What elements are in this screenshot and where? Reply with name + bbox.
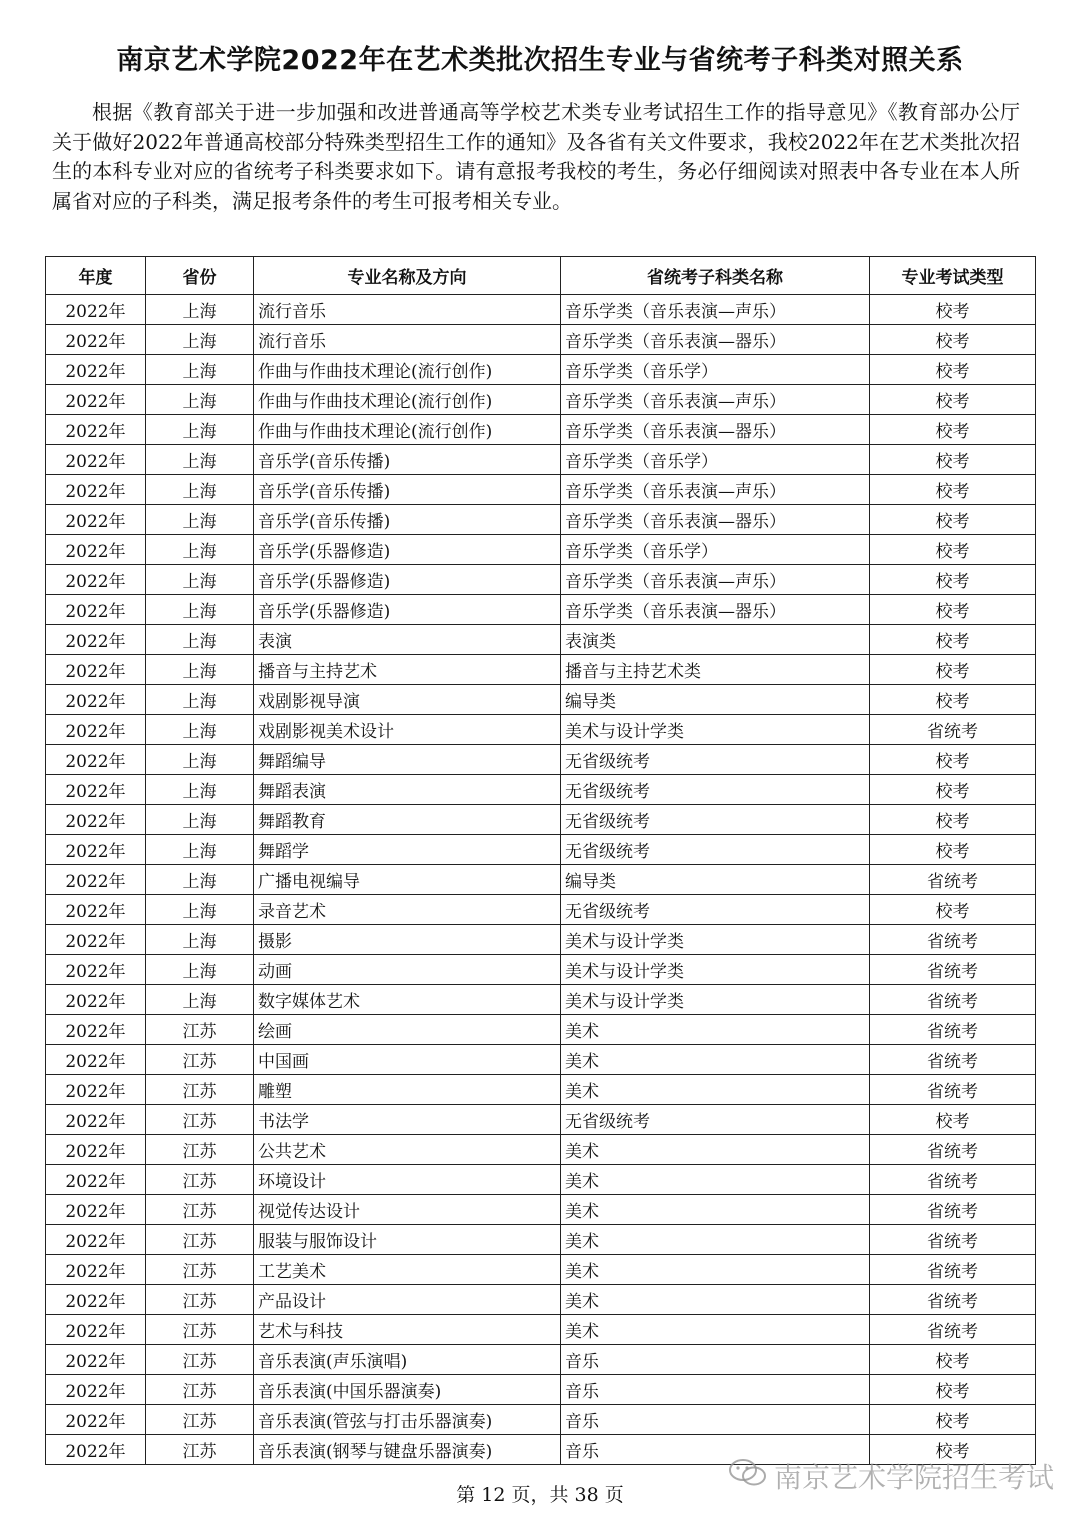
- cell-province: 江苏: [146, 1165, 254, 1195]
- cell-province: 上海: [146, 595, 254, 625]
- cell-subcategory: 音乐: [561, 1345, 870, 1375]
- cell-major: 音乐表演(钢琴与键盘乐器演奏): [254, 1435, 561, 1465]
- cell-exam-type: 省统考: [870, 925, 1036, 955]
- table-row: [46, 1195, 1036, 1225]
- cell-exam-type: 校考: [870, 415, 1036, 445]
- cell-major: 表演: [254, 625, 561, 655]
- cell-exam-type: 省统考: [870, 1315, 1036, 1345]
- cell-year: 2022年: [46, 805, 146, 835]
- cell-exam-type: 省统考: [870, 1075, 1036, 1105]
- cell-province: 江苏: [146, 1375, 254, 1405]
- cell-year: 2022年: [46, 1285, 146, 1315]
- table-row: [46, 775, 1036, 805]
- watermark-text: 南京艺术学院招生考试: [774, 1461, 1055, 1494]
- cell-year: 2022年: [46, 895, 146, 925]
- cell-province: 江苏: [146, 1135, 254, 1165]
- cell-exam-type: 校考: [870, 895, 1036, 925]
- cell-year: 2022年: [46, 565, 146, 595]
- watermark: [728, 1456, 1054, 1496]
- cell-exam-type: 校考: [870, 505, 1036, 535]
- cell-subcategory: 美术: [561, 1255, 870, 1285]
- cell-province: 江苏: [146, 1315, 254, 1345]
- cell-exam-type: 校考: [870, 835, 1036, 865]
- header-year: 年度: [46, 257, 146, 295]
- cell-year: 2022年: [46, 1075, 146, 1105]
- cell-subcategory: 表演类: [561, 625, 870, 655]
- header-province: 省份: [146, 257, 254, 295]
- cell-subcategory: 音乐: [561, 1435, 870, 1465]
- cell-year: 2022年: [46, 1255, 146, 1285]
- cell-subcategory: 美术与设计学类: [561, 985, 870, 1015]
- cell-province: 上海: [146, 655, 254, 685]
- cell-subcategory: 音乐学类（音乐学）: [561, 535, 870, 565]
- cell-year: 2022年: [46, 445, 146, 475]
- wechat-icon: [728, 1457, 768, 1496]
- cell-exam-type: 校考: [870, 595, 1036, 625]
- cell-exam-type: 省统考: [870, 865, 1036, 895]
- cell-province: 上海: [146, 415, 254, 445]
- cell-major: 摄影: [254, 925, 561, 955]
- table-row: [46, 1375, 1036, 1405]
- cell-major: 公共艺术: [254, 1135, 561, 1165]
- table-row: [46, 715, 1036, 745]
- cell-province: 上海: [146, 715, 254, 745]
- cell-province: 上海: [146, 385, 254, 415]
- cell-major: 中国画: [254, 1045, 561, 1075]
- table-row: [46, 445, 1036, 475]
- cell-year: 2022年: [46, 595, 146, 625]
- cell-province: 上海: [146, 565, 254, 595]
- table-row: [46, 1315, 1036, 1345]
- header-major: 专业名称及方向: [254, 257, 561, 295]
- cell-major: 音乐学(乐器修造): [254, 565, 561, 595]
- table-row: [46, 355, 1036, 385]
- table-row: [46, 1015, 1036, 1045]
- cell-year: 2022年: [46, 1375, 146, 1405]
- cell-province: 江苏: [146, 1255, 254, 1285]
- cell-major: 动画: [254, 955, 561, 985]
- cell-province: 上海: [146, 325, 254, 355]
- table-row: [46, 835, 1036, 865]
- cell-subcategory: 美术: [561, 1315, 870, 1345]
- cell-subcategory: 音乐学类（音乐表演—器乐）: [561, 595, 870, 625]
- cell-subcategory: 美术与设计学类: [561, 955, 870, 985]
- table-row: [46, 1165, 1036, 1195]
- cell-year: 2022年: [46, 1345, 146, 1375]
- table-row: [46, 505, 1036, 535]
- cell-province: 江苏: [146, 1225, 254, 1255]
- cell-major: 舞蹈学: [254, 835, 561, 865]
- cell-subcategory: 无省级统考: [561, 835, 870, 865]
- cell-major: 流行音乐: [254, 295, 561, 325]
- cell-exam-type: 校考: [870, 475, 1036, 505]
- cell-major: 环境设计: [254, 1165, 561, 1195]
- table-row: [46, 1285, 1036, 1315]
- cell-year: 2022年: [46, 955, 146, 985]
- cell-exam-type: 省统考: [870, 1165, 1036, 1195]
- cell-year: 2022年: [46, 925, 146, 955]
- cell-subcategory: 编导类: [561, 685, 870, 715]
- cell-year: 2022年: [46, 835, 146, 865]
- cell-province: 江苏: [146, 1195, 254, 1225]
- cell-major: 音乐表演(管弦与打击乐器演奏): [254, 1405, 561, 1435]
- cell-province: 江苏: [146, 1435, 254, 1465]
- cell-major: 音乐学(音乐传播): [254, 505, 561, 535]
- cell-year: 2022年: [46, 325, 146, 355]
- cell-major: 艺术与科技: [254, 1315, 561, 1345]
- cell-year: 2022年: [46, 1315, 146, 1345]
- cell-province: 上海: [146, 955, 254, 985]
- cell-major: 音乐学(音乐传播): [254, 475, 561, 505]
- table-row: [46, 1135, 1036, 1165]
- cell-subcategory: 音乐: [561, 1405, 870, 1435]
- cell-year: 2022年: [46, 1195, 146, 1225]
- cell-major: 音乐表演(声乐演唱): [254, 1345, 561, 1375]
- cell-subcategory: 无省级统考: [561, 775, 870, 805]
- cell-exam-type: 省统考: [870, 1195, 1036, 1225]
- cell-year: 2022年: [46, 385, 146, 415]
- cell-province: 上海: [146, 895, 254, 925]
- cell-year: 2022年: [46, 1435, 146, 1465]
- cell-exam-type: 校考: [870, 385, 1036, 415]
- cell-subcategory: 美术: [561, 1075, 870, 1105]
- cell-subcategory: 音乐学类（音乐表演—声乐）: [561, 475, 870, 505]
- cell-exam-type: 校考: [870, 655, 1036, 685]
- cell-exam-type: 校考: [870, 535, 1036, 565]
- header-subcategory: 省统考子科类名称: [561, 257, 870, 295]
- cell-exam-type: 校考: [870, 1345, 1036, 1375]
- cell-major: 流行音乐: [254, 325, 561, 355]
- table-row: [46, 1345, 1036, 1375]
- cell-province: 上海: [146, 505, 254, 535]
- cell-major: 播音与主持艺术: [254, 655, 561, 685]
- cell-subcategory: 音乐学类（音乐表演—声乐）: [561, 565, 870, 595]
- cell-exam-type: 校考: [870, 1105, 1036, 1135]
- cell-major: 广播电视编导: [254, 865, 561, 895]
- cell-major: 舞蹈表演: [254, 775, 561, 805]
- table-row: [46, 625, 1036, 655]
- cell-province: 江苏: [146, 1405, 254, 1435]
- cell-subcategory: 音乐学类（音乐学）: [561, 445, 870, 475]
- cell-province: 上海: [146, 745, 254, 775]
- cell-major: 戏剧影视美术设计: [254, 715, 561, 745]
- cell-major: 书法学: [254, 1105, 561, 1135]
- cell-major: 视觉传达设计: [254, 1195, 561, 1225]
- cell-province: 江苏: [146, 1075, 254, 1105]
- cell-subcategory: 无省级统考: [561, 745, 870, 775]
- cell-year: 2022年: [46, 475, 146, 505]
- cell-major: 音乐学(乐器修造): [254, 535, 561, 565]
- cell-exam-type: 校考: [870, 445, 1036, 475]
- cell-subcategory: 美术: [561, 1225, 870, 1255]
- table-row: [46, 415, 1036, 445]
- cell-subcategory: 音乐学类（音乐表演—声乐）: [561, 385, 870, 415]
- cell-year: 2022年: [46, 1105, 146, 1135]
- table-row: [46, 535, 1036, 565]
- cell-year: 2022年: [46, 775, 146, 805]
- cell-subcategory: 美术: [561, 1045, 870, 1075]
- cell-major: 戏剧影视导演: [254, 685, 561, 715]
- cell-year: 2022年: [46, 715, 146, 745]
- cell-subcategory: 音乐学类（音乐表演—器乐）: [561, 415, 870, 445]
- table-row: [46, 655, 1036, 685]
- table-row: [46, 1225, 1036, 1255]
- cell-exam-type: 校考: [870, 685, 1036, 715]
- cell-year: 2022年: [46, 745, 146, 775]
- table-row: [46, 595, 1036, 625]
- table-row: [46, 925, 1036, 955]
- cell-exam-type: 校考: [870, 1405, 1036, 1435]
- table-row: [46, 865, 1036, 895]
- cell-province: 上海: [146, 355, 254, 385]
- cell-exam-type: 省统考: [870, 955, 1036, 985]
- page-title: 南京艺术学院2022年在艺术类批次招生专业与省统考子科类对照关系: [116, 45, 964, 76]
- cell-major: 作曲与作曲技术理论(流行创作): [254, 385, 561, 415]
- cell-province: 上海: [146, 985, 254, 1015]
- cell-major: 雕塑: [254, 1075, 561, 1105]
- cell-subcategory: 美术与设计学类: [561, 715, 870, 745]
- cell-exam-type: 校考: [870, 325, 1036, 355]
- cell-year: 2022年: [46, 625, 146, 655]
- cell-exam-type: 校考: [870, 745, 1036, 775]
- header-exam-type: 专业考试类型: [870, 257, 1036, 295]
- cell-year: 2022年: [46, 1165, 146, 1195]
- cell-year: 2022年: [46, 1225, 146, 1255]
- cell-year: 2022年: [46, 1405, 146, 1435]
- cell-exam-type: 省统考: [870, 1045, 1036, 1075]
- table-header-row: [46, 257, 1036, 295]
- cell-subcategory: 美术: [561, 1165, 870, 1195]
- cell-exam-type: 省统考: [870, 1015, 1036, 1045]
- table-row: [46, 1405, 1036, 1435]
- cell-province: 江苏: [146, 1045, 254, 1075]
- cell-exam-type: 校考: [870, 1375, 1036, 1405]
- page-number: 第 12 页，共 38 页: [456, 1484, 624, 1506]
- cell-exam-type: 校考: [870, 1435, 1036, 1465]
- cell-year: 2022年: [46, 685, 146, 715]
- cell-province: 上海: [146, 625, 254, 655]
- cell-year: 2022年: [46, 1135, 146, 1165]
- table-row: [46, 565, 1036, 595]
- table-row: [46, 475, 1036, 505]
- cell-major: 舞蹈编导: [254, 745, 561, 775]
- cell-exam-type: 校考: [870, 565, 1036, 595]
- cell-year: 2022年: [46, 295, 146, 325]
- cell-exam-type: 省统考: [870, 985, 1036, 1015]
- table-row: [46, 1045, 1036, 1075]
- table-row: [46, 1255, 1036, 1285]
- cell-subcategory: 音乐学类（音乐表演—器乐）: [561, 325, 870, 355]
- cell-exam-type: 省统考: [870, 1285, 1036, 1315]
- table-body: [46, 295, 1036, 1465]
- cell-subcategory: 音乐学类（音乐表演—声乐）: [561, 295, 870, 325]
- cell-subcategory: 美术: [561, 1135, 870, 1165]
- table-row: [46, 1105, 1036, 1135]
- table-row: [46, 985, 1036, 1015]
- cell-year: 2022年: [46, 535, 146, 565]
- table-row: [46, 685, 1036, 715]
- cell-subcategory: 音乐学类（音乐学）: [561, 355, 870, 385]
- mapping-table: [45, 256, 1036, 1465]
- cell-province: 上海: [146, 295, 254, 325]
- cell-subcategory: 美术: [561, 1015, 870, 1045]
- cell-province: 江苏: [146, 1105, 254, 1135]
- cell-province: 江苏: [146, 1285, 254, 1315]
- cell-major: 绘画: [254, 1015, 561, 1045]
- cell-exam-type: 校考: [870, 625, 1036, 655]
- cell-province: 上海: [146, 805, 254, 835]
- cell-province: 上海: [146, 865, 254, 895]
- cell-subcategory: 美术: [561, 1285, 870, 1315]
- cell-major: 数字媒体艺术: [254, 985, 561, 1015]
- cell-year: 2022年: [46, 355, 146, 385]
- cell-exam-type: 省统考: [870, 1255, 1036, 1285]
- table-row: [46, 1075, 1036, 1105]
- table-row: [46, 955, 1036, 985]
- cell-subcategory: 音乐: [561, 1375, 870, 1405]
- cell-province: 上海: [146, 775, 254, 805]
- intro-paragraph: 根据《教育部关于进一步加强和改进普通高等学校艺术类专业考试招生工作的指导意见》《教育部办公厅关于做好2022年普通高校部分特殊类型招生工作的通知》及各省有关文件要求，我校2022年在艺术类批次招生的本科专业对应的省统考子科类要求如下。请有意报考我校的考生，务必仔细阅读对照表中各专业在本人所属省对应的子科类，满足报考条件的考生可报考相关专业。: [52, 100, 1020, 213]
- cell-year: 2022年: [46, 1015, 146, 1045]
- cell-subcategory: 音乐学类（音乐表演—器乐）: [561, 505, 870, 535]
- cell-major: 工艺美术: [254, 1255, 561, 1285]
- cell-major: 录音艺术: [254, 895, 561, 925]
- table-row: [46, 295, 1036, 325]
- cell-major: 作曲与作曲技术理论(流行创作): [254, 415, 561, 445]
- table-row: [46, 895, 1036, 925]
- cell-subcategory: 编导类: [561, 865, 870, 895]
- cell-major: 音乐学(乐器修造): [254, 595, 561, 625]
- cell-major: 作曲与作曲技术理论(流行创作): [254, 355, 561, 385]
- cell-subcategory: 无省级统考: [561, 895, 870, 925]
- cell-exam-type: 省统考: [870, 1225, 1036, 1255]
- cell-province: 上海: [146, 475, 254, 505]
- cell-province: 江苏: [146, 1345, 254, 1375]
- cell-exam-type: 省统考: [870, 1135, 1036, 1165]
- cell-year: 2022年: [46, 1045, 146, 1075]
- cell-year: 2022年: [46, 655, 146, 685]
- cell-subcategory: 播音与主持艺术类: [561, 655, 870, 685]
- cell-exam-type: 校考: [870, 805, 1036, 835]
- cell-year: 2022年: [46, 505, 146, 535]
- cell-year: 2022年: [46, 865, 146, 895]
- cell-province: 上海: [146, 535, 254, 565]
- cell-major: 舞蹈教育: [254, 805, 561, 835]
- cell-exam-type: 校考: [870, 295, 1036, 325]
- table-row: [46, 745, 1036, 775]
- cell-year: 2022年: [46, 415, 146, 445]
- cell-province: 上海: [146, 685, 254, 715]
- cell-province: 上海: [146, 835, 254, 865]
- cell-province: 江苏: [146, 1015, 254, 1045]
- table-row: [46, 805, 1036, 835]
- cell-subcategory: 无省级统考: [561, 1105, 870, 1135]
- cell-major: 音乐学(音乐传播): [254, 445, 561, 475]
- cell-exam-type: 省统考: [870, 715, 1036, 745]
- cell-province: 上海: [146, 445, 254, 475]
- cell-exam-type: 校考: [870, 355, 1036, 385]
- cell-major: 服装与服饰设计: [254, 1225, 561, 1255]
- cell-subcategory: 无省级统考: [561, 805, 870, 835]
- cell-year: 2022年: [46, 985, 146, 1015]
- cell-subcategory: 美术与设计学类: [561, 925, 870, 955]
- cell-subcategory: 美术: [561, 1195, 870, 1225]
- cell-major: 音乐表演(中国乐器演奏): [254, 1375, 561, 1405]
- table-row: [46, 325, 1036, 355]
- table-row: [46, 385, 1036, 415]
- cell-exam-type: 校考: [870, 775, 1036, 805]
- cell-major: 产品设计: [254, 1285, 561, 1315]
- cell-province: 上海: [146, 925, 254, 955]
